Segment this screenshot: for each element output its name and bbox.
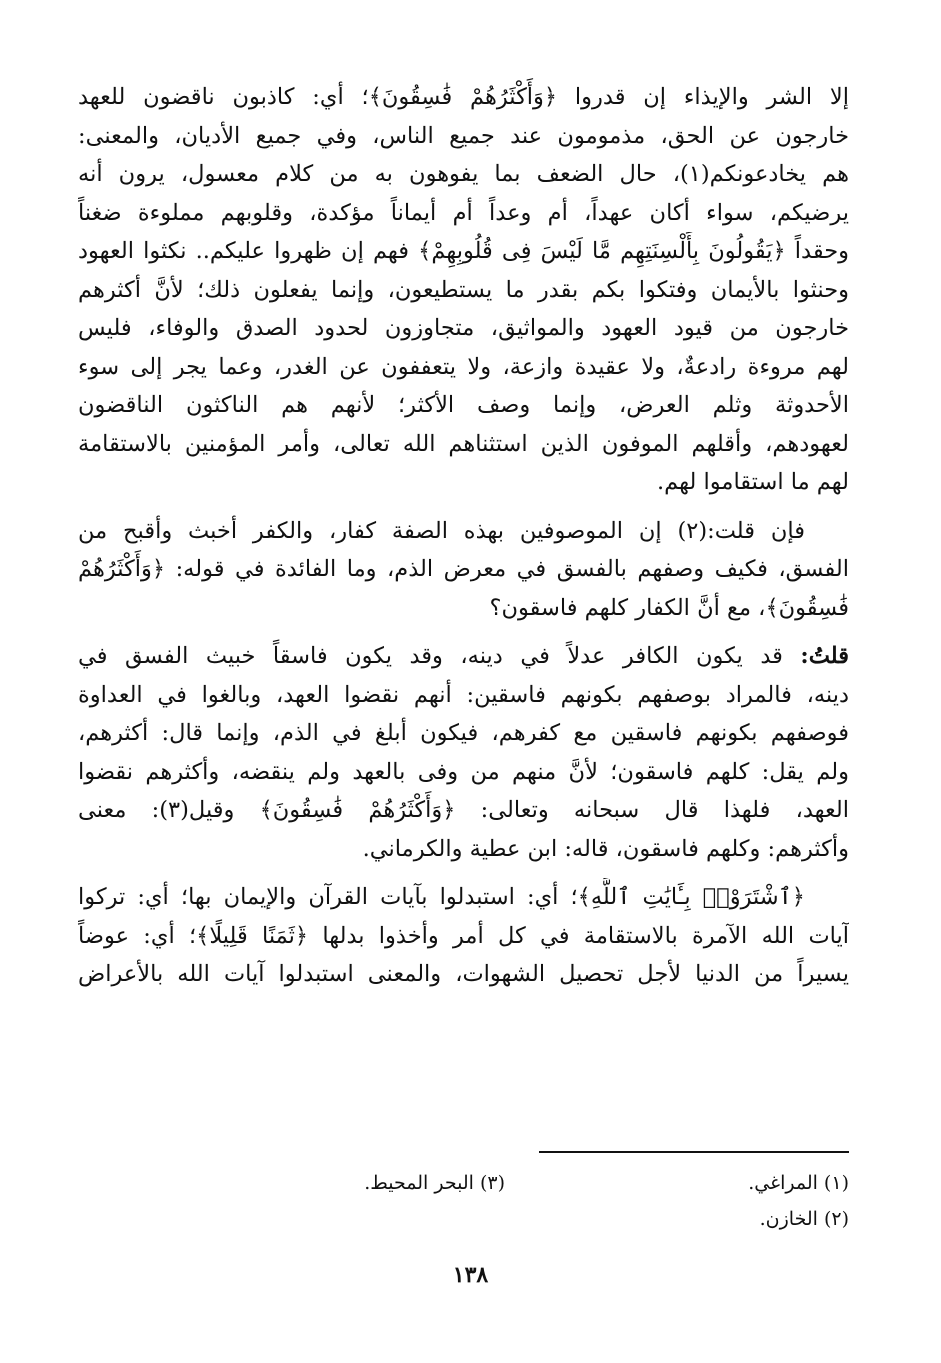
text-line: الفسق، فكيف وصفهم بالفسق في معرض الذم، وما الفائدة في قوله: ﴿وَأَكْثَرُهُمْ [78, 556, 849, 582]
text-line: ولم يقل: كلهم فاسقون؛ لأنَّ منهم من وفى بالعهد ولم ينقضه، وأكثرهم نقضوا [78, 758, 849, 785]
footnote-1: (١) المراغي. [748, 1172, 849, 1194]
paragraph-3 [78, 637, 849, 868]
paragraph-2 [78, 512, 849, 628]
text-line: يرضيكم، سواء أكان عهداً، أم وعداً أم أيماناً مؤكدة، وقلوبهم مملوءة ضغناً [78, 199, 849, 226]
text-line: خارجون من قيود العهود والمواثيق، متجاوزون لحدود الصدق والوفاء، فليس [78, 315, 849, 341]
text-line: دينه، فالمراد بوصفهم بكونهم فاسقين: أنهم نقضوا العهد، وبالغوا في العداوة [78, 681, 849, 708]
paragraph-4 [78, 878, 849, 994]
text-line: هم يخادعونكم(١)، حال الضعف بما يفوهون به من كلام معسول، يرون أنه [78, 161, 849, 187]
text-segment: قد يكون الكافر عدلاً في دينه، وقد يكون فاسقاً خبيث الفسق في [78, 643, 801, 669]
text-line [78, 637, 849, 676]
text-line: وأكثرهم: وكلهم فاسقون، قاله: ابن عطية والكرماني. [362, 835, 849, 862]
footnote-2: (٢) الخازن. [759, 1208, 849, 1230]
text-line: لهم ما استقاموا لهم. [657, 469, 849, 495]
text-line: فوصفهم بكونهم فاسقين مع كفرهم، فيكون أبلغ في الذم، وإنما قال: أكثرهم، [78, 720, 849, 746]
main-text [78, 78, 849, 994]
question-answer-lead: قلتُ: [800, 643, 849, 669]
text-line: وحنثوا بالأيمان وفتكوا بكم بقدر ما يستطيعون، وإنما يفعلون ذلك؛ لأنَّ أكثرهم [78, 276, 849, 303]
footnote-3: (٣) البحر المحيط. [364, 1172, 505, 1194]
text-line: خارجون عن الحق، مذمومون عند جميع الناس، وفي جميع الأديان، والمعنى: [78, 122, 849, 149]
footnote-divider [539, 1151, 849, 1153]
footnote-row [280, 1201, 849, 1237]
text-line: إلا الشر والإيذاء إن قدروا ﴿وَأَكْثَرُهُمْ فَٰسِقُونَ﴾؛ أي: كاذبون ناقضون للعهد [78, 84, 849, 110]
text-line: لهم مروءة رادعةٌ، ولا عقيدة وازعة، ولا يتعففون عن الغدر، وعما يجر إلى سوء [78, 353, 849, 380]
text-line: فَٰسِقُونَ﴾، مع أنَّ الكفار كلهم فاسقون؟ [489, 594, 849, 621]
text-line: يسيراً من الدنيا لأجل تحصيل الشهوات، والمعنى استبدلوا آيات الله بالأعراض [78, 961, 849, 987]
text-line: العهد، فلهذا قال سبحانه وتعالى: ﴿وَأَكْثَرُهُمْ فَٰسِقُونَ﴾ وقيل(٣): معنى [78, 797, 849, 823]
text-line: ﴿ٱشْتَرَوْا۟ بِـَٔايَٰتِ ٱللَّهِ﴾؛ أي: استبدلوا بآيات القرآن والإيمان بها؛ أي: تركوا [78, 884, 805, 910]
text-line: آيات الله الآمرة بالاستقامة في كل أمر وأخذوا بدلها ﴿ثَمَنًا قَلِيلًا﴾؛ أي: عوضاً [78, 922, 849, 949]
footnotes [280, 1165, 849, 1237]
footnote-row [280, 1165, 849, 1201]
text-line: فإن قلت:(٢) إن الموصوفين بهذه الصفة كفار، والكفر أخبث وأقبح من [78, 517, 805, 544]
text-line: لعهودهم، وأقلهم الموفون الذين استثناهم الله تعالى، وأمر المؤمنين بالاستقامة [78, 430, 849, 457]
page-number: ١٣٨ [452, 1262, 489, 1288]
paragraph-1 [78, 78, 849, 502]
text-line: وحقداً ﴿يَقُولُونَ بِأَلْسِنَتِهِم مَّا لَيْسَ فِى قُلُوبِهِمْ﴾ فهم إن ظهروا عليكم.. نكثوا العهود [78, 238, 849, 264]
text-line: الأحدوثة وثلم العرض، وإنما وصف الأكثر؛ لأنهم هم الناكثون الناقضون [78, 392, 849, 418]
